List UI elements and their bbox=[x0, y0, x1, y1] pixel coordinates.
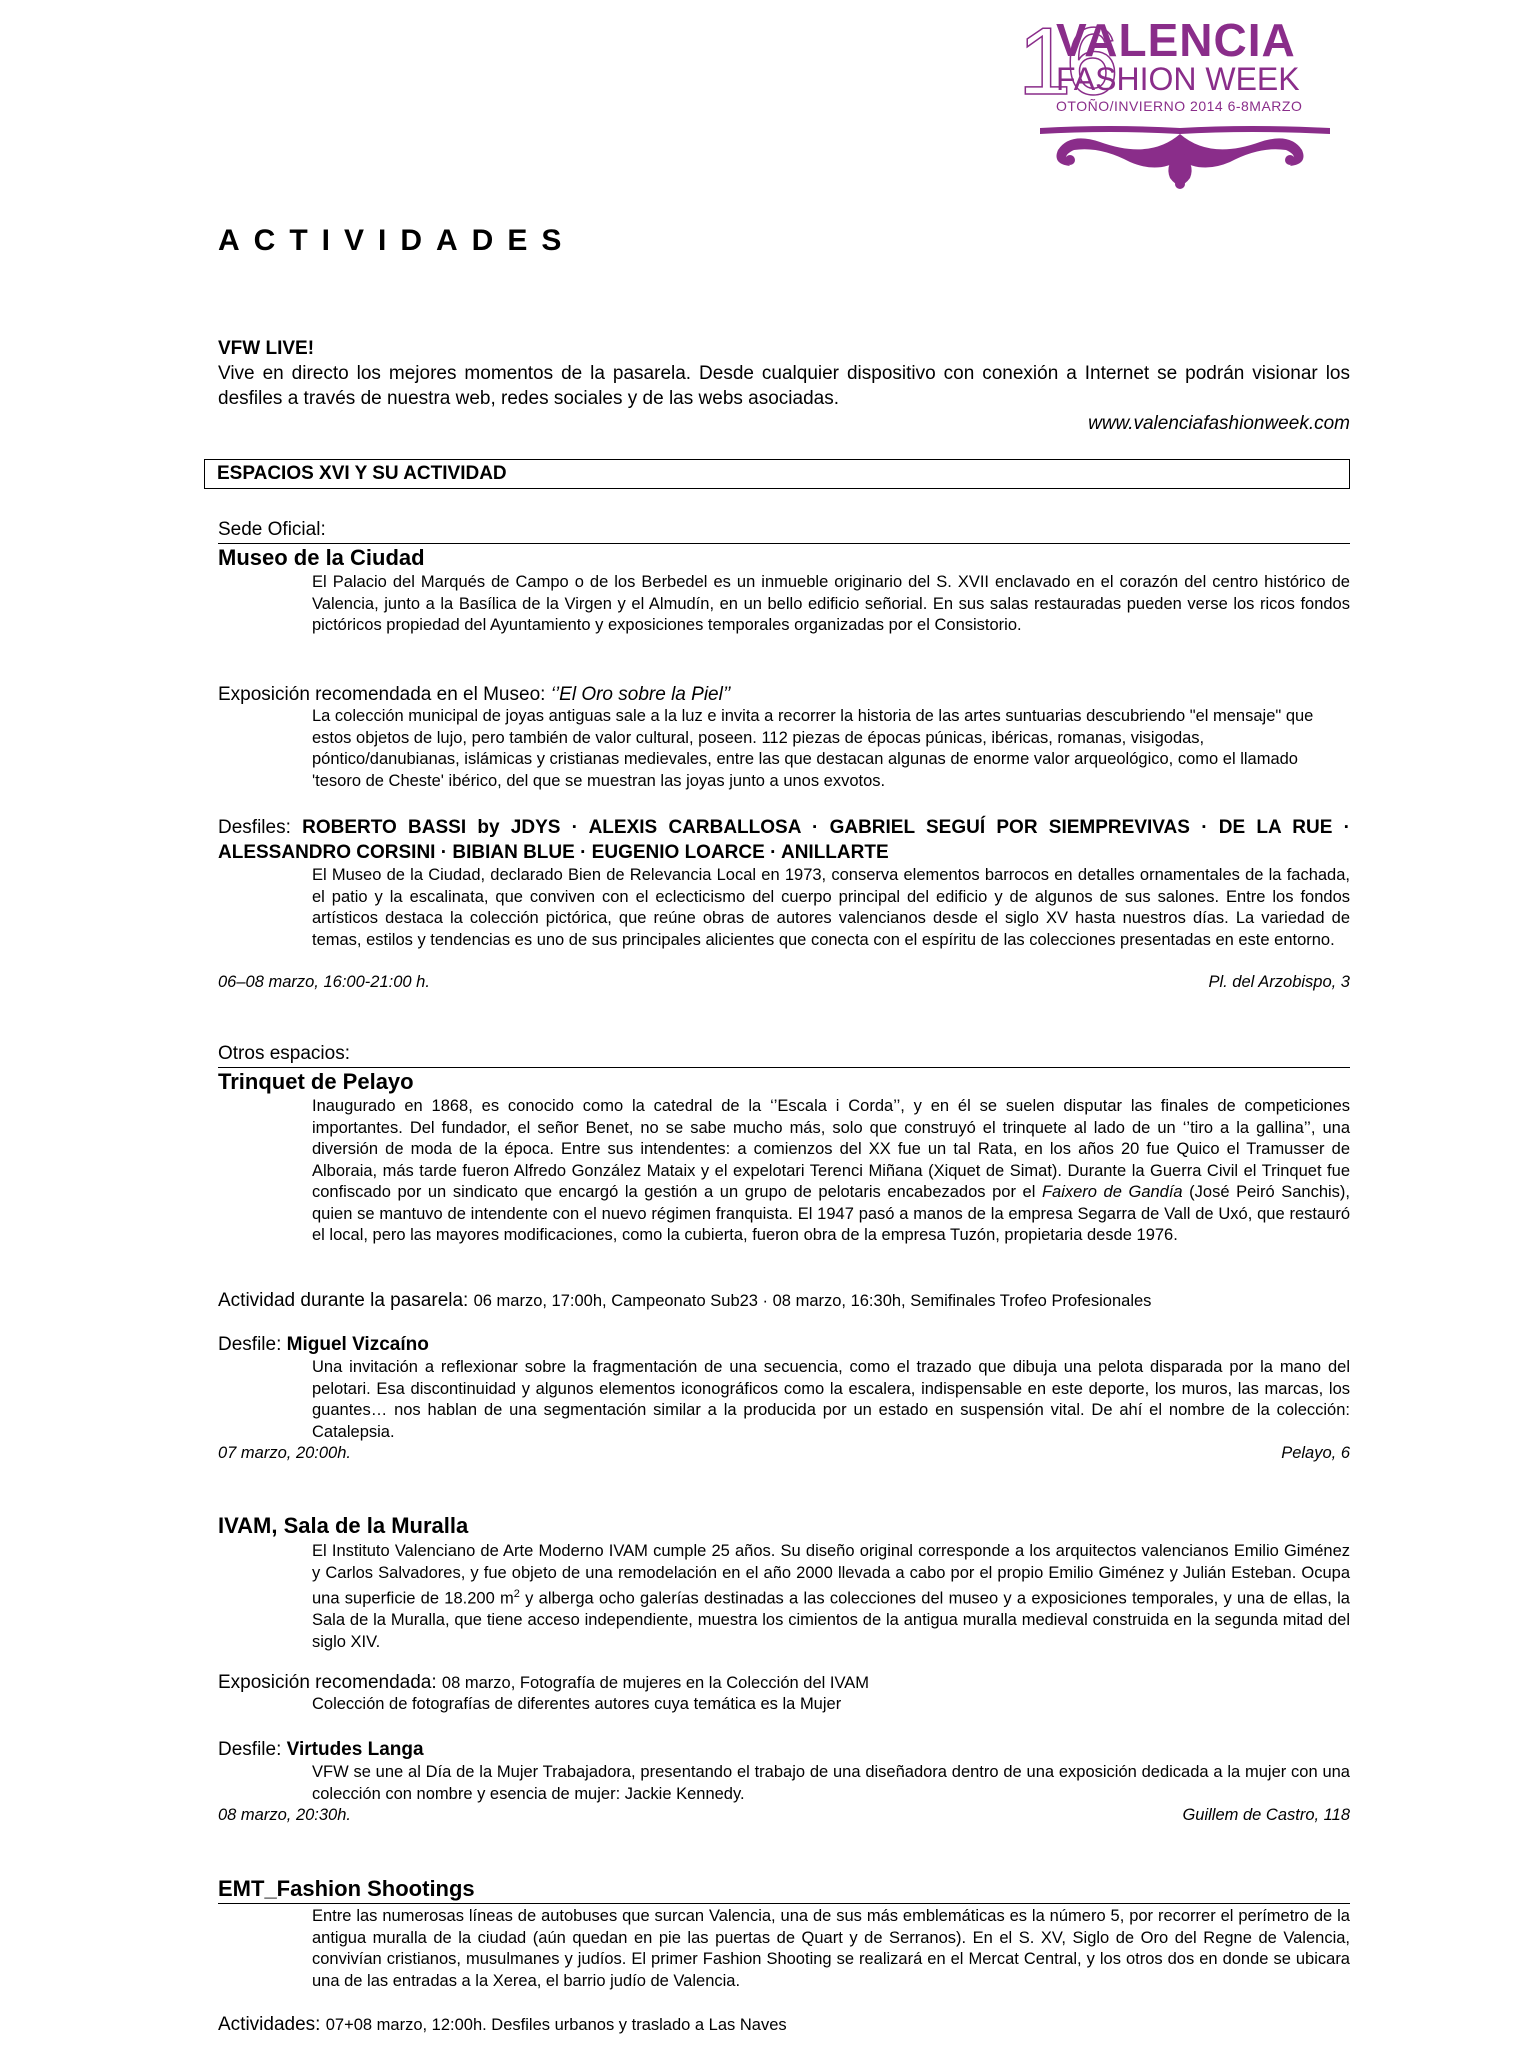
sede-desfiles-label: Desfiles: bbox=[218, 817, 303, 838]
vfw-live-text: Vive en directo los mejores momentos de la pasarela. Desde cualquier dispositivo con conexión a Internet se podrán visionar los desfiles a través de nuestra web, redes sociales y de las webs asociadas. bbox=[218, 363, 1350, 409]
emt-activity-label: Actividades: bbox=[218, 2014, 326, 2035]
trinquet-desfile-label: Desfile: bbox=[218, 1334, 287, 1355]
emt-activity-text: 07+08 marzo, 12:00h. Desfiles urbanos y traslado a Las Naves bbox=[325, 2016, 787, 2034]
trinquet-activity-text: 06 marzo, 17:00h, Campeonato Sub23 · 08 marzo, 16:30h, Semifinales Trofeo Profesionales bbox=[473, 1292, 1152, 1310]
ivam-desfile-text: VFW se une al Día de la Mujer Trabajadora, presentando el trabajo de una diseñadora dentro de una exposición dedicada a la mujer con una colección con nombre y esencia de mujer: Jackie Kennedy. bbox=[312, 1763, 1350, 1803]
logo-line-3: OTOÑO/INVIERNO 2014 6-8MARZO bbox=[1056, 98, 1303, 114]
sede-desfiles-names: ROBERTO BASSI by JDYS · ALEXIS CARBALLOSA · GABRIEL SEGUÍ POR SIEMPREVIVAS · DE LA RUE · ALESSANDRO CORSINI · BIBIAN BLUE · EUGENIO LOARCE · ANILLARTE bbox=[218, 817, 1351, 863]
sede-expo-line bbox=[218, 682, 1350, 707]
ivam-desfile-name: Virtudes Langa bbox=[286, 1739, 424, 1760]
emt-activity-line bbox=[218, 2012, 1350, 2037]
ivam-text-sup: 2 bbox=[513, 1588, 520, 1600]
sede-desfiles-line bbox=[218, 815, 1350, 865]
otros-label: Otros espacios: bbox=[218, 1043, 350, 1064]
divider bbox=[218, 1903, 1350, 1904]
ivam-text bbox=[312, 1541, 1350, 1653]
ivam-text-b: y alberga ocho galerías destinadas a las colecciones del museo y a exposiciones temporales, y una de ellas, la Sala de la Muralla, que tiene acceso independiente, muestra los cimientos de la antigua muralla medieval construida en la segunda mitad del siglo XIV. bbox=[312, 1589, 1350, 1651]
ivam-text-a: El Instituto Valenciano de Arte Moderno IVAM cumple 25 años. Su diseño original corresponde a los arquitectos valencianos Emilio Giménez y Carlos Salvadores, y fue objeto de una remodelación en el año 2000 llevada a cabo por el propio Emilio Giménez y Julián Esteban. Ocupa una superficie de 18.200 m bbox=[312, 1542, 1350, 1608]
trinquet-activity-label: Actividad durante la pasarela: bbox=[218, 1290, 474, 1311]
emt-name: EMT_Fashion Shootings bbox=[218, 1876, 475, 1901]
ivam-desfile-line bbox=[218, 1737, 1350, 1762]
trinquet-name: Trinquet de Pelayo bbox=[218, 1069, 414, 1094]
logo-number: 16 bbox=[1018, 8, 1113, 115]
ivam-name: IVAM, Sala de la Muralla bbox=[218, 1513, 469, 1538]
trinquet-text-b: (José Peiró Sanchis), quien se mantuvo de intendente con el nuevo régimen franquista. El 1947 pasó a manos de la empresa Segarra de Vall de Uxó, que restauró el local, pero las mayores modificaciones, como la cubierta, fueron obra de la empresa Tuzón, propietaria desde 1976. bbox=[312, 1183, 1350, 1244]
divider bbox=[218, 1067, 1350, 1068]
sede-description: El Palacio del Marqués de Campo o de los Berbedel es un inmueble originario del S. XVII enclavado en el corazón del centro histórico de Valencia, junto a la Basílica de la Virgen y el Almudín, en un bello edificio señorial. En sus salas restauradas pueden verse los ricos fondos pictóricos propiedad del Ayuntamiento y exposiciones temporales organizadas por el Consistorio. bbox=[312, 573, 1350, 634]
trinquet-desfile-text: Una invitación a reflexionar sobre la fragmentación de una secuencia, como el trazado que dibuja una pelota disparada por la mano del pelotari. Esa discontinuidad y algunos elementos iconográficos como la escalera, indispensable en este deporte, los muros, las marcas, los guantes… nos hablan de una segmentación similar a la producida por un estado en suspensión vital. De ahí el nombre de la colección: Catalepsia. bbox=[312, 1358, 1350, 1441]
trinquet-desfile-name: Miguel Vizcaíno bbox=[286, 1334, 429, 1355]
vfw-logo bbox=[1010, 8, 1350, 187]
sede-label: Sede Oficial: bbox=[218, 519, 326, 540]
logo-line-1: VALENCIA bbox=[1056, 14, 1296, 66]
vfw-live-url[interactable]: www.valenciafashionweek.com bbox=[1088, 413, 1350, 434]
sede-date: 06–08 marzo, 16:00-21:00 h. bbox=[218, 973, 430, 991]
sede-desfiles-text: El Museo de la Ciudad, declarado Bien de Relevancia Local en 1973, conserva elementos barrocos en detalles ornamentales de la fachada, el patio y la escalinata, que conviven con el eclecticismo del cuerpo principal del edificio y de algunos de sus salones. Entre los fondos artísticos destaca la colección pictórica, que reúne obras de autores valencianos desde el siglo XV hasta nuestros días. La variedad de temas, estilos y tendencias es uno de sus principales alicientes que conecta con el espíritu de las colecciones presentadas en este entorno. bbox=[312, 866, 1350, 949]
ivam-expo-label: Exposición recomendada: bbox=[218, 1672, 442, 1693]
trinquet-activity-line bbox=[218, 1288, 1350, 1313]
ivam-address: Guillem de Castro, 118 bbox=[1182, 1806, 1350, 1824]
ornament-icon bbox=[1030, 120, 1340, 192]
section-header-box: ESPACIOS XVI Y SU ACTIVIDAD bbox=[204, 459, 1350, 489]
trinquet-desfile-line bbox=[218, 1332, 1350, 1357]
trinquet-text bbox=[312, 1096, 1350, 1247]
trinquet-text-italic: Faixero de Gandía bbox=[1041, 1183, 1183, 1201]
ivam-expo-sub: Colección de fotografías de diferentes autores cuya temática es la Mujer bbox=[312, 1695, 842, 1713]
divider bbox=[218, 543, 1350, 544]
sede-expo-label: Exposición recomendada en el Museo: bbox=[218, 684, 551, 705]
ivam-date: 08 marzo, 20:30h. bbox=[218, 1806, 351, 1824]
page-title: ACTIVIDADES bbox=[218, 224, 576, 257]
ivam-desfile-label: Desfile: bbox=[218, 1739, 287, 1760]
sede-name: Museo de la Ciudad bbox=[218, 545, 425, 570]
trinquet-address: Pelayo, 6 bbox=[1281, 1444, 1350, 1462]
emt-text: Entre las numerosas líneas de autobuses que surcan Valencia, una de sus más emblemáticas es la número 5, por recorrer el perímetro de la antigua muralla de la ciudad (aún quedan en pie las puertas de Quart y de Serranos). En el S. XV, Siglo de Oro del Regne de Valencia, convivían cristianos, musulmanes y judíos. El primer Fashion Shooting se realizará en el Mercat Central, y los otros dos en donde se ubicara una de las entradas a la Xerea, el barrio judío de Valencia. bbox=[312, 1907, 1350, 1990]
sede-expo-text: La colección municipal de joyas antiguas sale a la luz e invita a recorrer la historia de las artes suntuarias descubriendo "el mensaje" que estos objetos de lujo, pero también de valor cultural, poseen. 112 piezas de épocas púnicas, ibéricas, romanas, visigodas, póntico/danubianas, islámicas y cristianas medievales, entre las que destacan algunas de enorme valor arqueológico, como el llamado 'tesoro de Cheste' ibérico, del que se muestran las joyas junto a unos exvotos. bbox=[312, 707, 1314, 790]
ivam-expo-text: 08 marzo, Fotografía de mujeres en la Colección del IVAM bbox=[441, 1674, 869, 1692]
sede-expo-title: ‘’El Oro sobre la Piel’’ bbox=[550, 684, 731, 705]
sede-address: Pl. del Arzobispo, 3 bbox=[1208, 973, 1350, 991]
logo-line-2: FASHION WEEK bbox=[1056, 61, 1300, 97]
trinquet-date: 07 marzo, 20:00h. bbox=[218, 1444, 351, 1462]
vfw-live-heading: VFW LIVE! bbox=[218, 338, 315, 359]
trinquet-text-a: Inaugurado en 1868, es conocido como la catedral de la ‘’Escala i Corda’’, y en él se suelen disputar las finales de competiciones importantes. Del fundador, el señor Benet, no se sabe mucho más, solo que construyó el trinquete al lado de un ‘’tiro a la gallina’’, una diversión de moda de la época. Entre sus intendentes: a comienzos del XX fue un tal Rata, en los años 20 fue Quico el Tramusser de Alboraia, más tarde fueron Alfredo González Mataix y el expelotari Terenci Miñana (Xiquet de Simat). Durante la Guerra Civil el Trinquet fue confiscado por un sindicato que encargó la gestión a un grupo de pelotaris encabezados por el bbox=[312, 1097, 1350, 1201]
ivam-expo-line bbox=[218, 1670, 1350, 1695]
